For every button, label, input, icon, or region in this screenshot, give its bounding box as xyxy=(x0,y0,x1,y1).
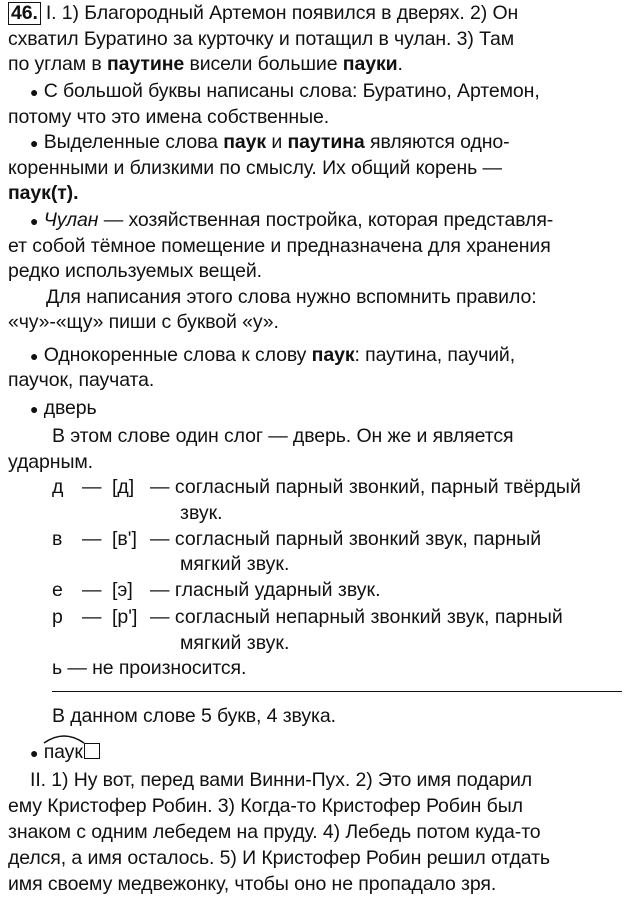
soft-sign-note: ь — не произносится. xyxy=(52,657,247,679)
bullet-marker: ● xyxy=(30,745,39,761)
part2-line-2: ему Кристофер Робин. 3) Когда-то Кристофер Робин был xyxy=(8,795,523,817)
bullet4-line-1: ● Однокоренные слова к слову паук: паутина, паучий, xyxy=(30,344,516,366)
part1-line-2: схватил Буратино за курточку и потащил в чулан. 3) Там xyxy=(8,28,515,50)
syllable-line-1: В этом слове один слог — дверь. Он же и является xyxy=(52,425,514,447)
parsed-word: паук xyxy=(43,741,83,763)
bullet3-line-3: редко используемых вещей. xyxy=(8,260,262,282)
root-arc-icon xyxy=(42,732,86,744)
divider-line xyxy=(52,691,622,692)
bullet-marker: ● xyxy=(30,348,39,364)
bullet3-line-2: ет собой тёмное помещение и предназначена для хранения xyxy=(8,235,551,257)
exercise-number: 46. xyxy=(8,2,41,25)
bullet-marker: ● xyxy=(30,213,39,229)
bullet1-line-1: ● С большой буквы написаны слова: Буратино, Артемон, xyxy=(30,80,540,102)
ending-box-icon xyxy=(84,743,100,759)
bullet3-rule-line-1: Для написания этого слова нужно вспомнить правило: xyxy=(46,286,537,308)
bullet5-line-1: ● дверь xyxy=(30,397,97,419)
textbook-page: 46. I. 1) Благородный Артемон появился в дверях. 2) Он схватил Буратино за курточку и потащил в чулан. 3) Там по углам в паутине висели большие пауки. ● С большой буквы написаны слова: Буратино, Артемон, потому что это имена собственные. ● Выделенные слова паук и паутина являются одно- коренными и близкими по смыслу. Их общий корень — паук(т). ● Чулан — хозяйственная постройка, которая представля- ет собой тёмное помещение и предназначена для хранения редко используемых вещей. Для написания этого слова нужно вспомнить правило: «чу»-«щу» пиши с буквой «у». ● Однокоренные слова к слову паук: паутина, паучий, паучок, паучата. ● дверь В этом слове один слог — дверь. Он же и является ударным. д — [д] — согласный парный звонкий, парный твёрдый звук. в — [в'] — согласный парный звонкий звук, парный мягкий звук. е — [э] — гласный ударный звук. р — [р'] — согласный непарный звонкий звук, парный мягкий звук. ь — не произносится. В данном слове 5 букв, 4 звука. ● паук II. 1) Ну вот, перед вами Винни-Пух. 2) Это имя подарил ему Кристофер Робин. 3) Когда-то Кристофер Робин был знаком с одним лебедем на пруду. 4) Лебедь потом куда-то делся, а имя осталось. 5) И Кристофер Робин решил отдать имя своему медвежонку, чтобы оно не пропадало зря. xyxy=(0,0,629,906)
part1-line-3: по углам в паутине висели большие пауки. xyxy=(8,53,403,75)
bullet3-rule-line-2: «чу»-«щу» пиши с буквой «у». xyxy=(8,311,279,333)
part2-line-1: II. 1) Ну вот, перед вами Винни-Пух. 2) Это имя подарил xyxy=(30,769,533,791)
bullet2-line-1: ● Выделенные слова паук и паутина являются одно- xyxy=(30,131,510,153)
bullet-marker: ● xyxy=(30,84,39,100)
letters-sounds-summary: В данном слове 5 букв, 4 звука. xyxy=(52,705,336,727)
part2-line-3: знаком с одним лебедем на пруду. 4) Лебедь потом куда-то xyxy=(8,821,541,843)
part2-line-4: делся, а имя осталось. 5) И Кристофер Робин решил отдать xyxy=(8,847,550,869)
bullet3-line-1: ● Чулан — хозяйственная постройка, которая представля- xyxy=(30,209,554,231)
bullet4-line-2: паучок, паучата. xyxy=(8,369,155,391)
bullet-marker: ● xyxy=(30,401,39,417)
bullet2-line-3: паук(т). xyxy=(8,182,79,204)
word-parse-line xyxy=(30,740,100,767)
bullet-marker: ● xyxy=(30,135,39,151)
part1-line-1: 46. I. 1) Благородный Артемон появился в дверях. 2) Он xyxy=(8,1,518,27)
syllable-line-2: ударным. xyxy=(8,451,93,473)
part2-line-5: имя своему медвежонку, чтобы оно не пропадало зря. xyxy=(8,873,497,895)
bullet1-line-2: потому что это имена собственные. xyxy=(8,106,330,128)
bullet2-line-2: коренными и близкими по смыслу. Их общий корень — xyxy=(8,157,502,179)
